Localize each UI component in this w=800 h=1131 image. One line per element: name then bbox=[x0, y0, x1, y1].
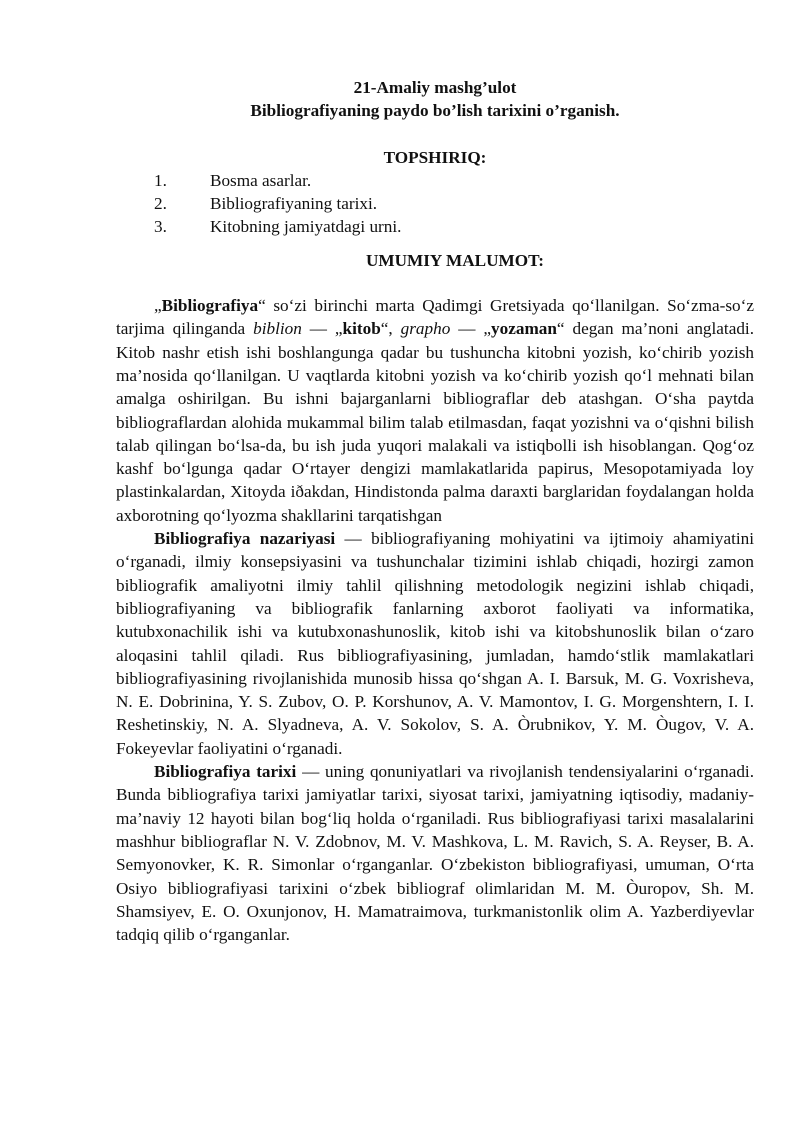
task-item bbox=[116, 192, 754, 215]
task-text: Kitobning jamiyatdagi urni. bbox=[210, 217, 402, 237]
task-text: Bosma asarlar. bbox=[210, 170, 312, 190]
paragraph-text: — bibliografiyaning mohiyatini va ijtimoiy ahamiyatini o‘rganadi, ilmiy konsepsiyasini va tushunchalar tizimini ishlab chiqadi, hozirgi zamon bibliografik amaliyotni ilmiy tahlil qilishning metodologik negizini ishlab chiqadi, bibliografiyaning va bibliografik fanlarning axborot faoliyati va informatika, kutubxonachilik ishi va kutubxonashunoslik, kitob ishi va kitobshunoslik bilan o‘zaro aloqasini tahlil qiladi. Rus bibliografiyasining, jumladan, hamdo‘stlik mamlakatlari bibliografiyasining rivojlanishida munosib hissa qo‘shgan A. I. Barsuk, M. G. Voxrisheva, N. E. Dobrinina, Y. S. Zubov, O. P. Korshunov, A. V. Mamontov, I. G. Morgenshtern, I. I. Reshetinskiy, N. A. Slyadneva, A. V. Sokolov, S. A. Òrubnikov, Y. M. Òugov, V. A. Fokeyevlar faoliyatini o‘rganadi. bbox=[116, 529, 754, 758]
tasks-heading: TOPSHIRIQ: bbox=[383, 147, 487, 167]
paragraph-bibliografiya bbox=[116, 294, 754, 527]
term-yozaman: yozaman bbox=[491, 319, 557, 339]
paragraph-text: — „ bbox=[450, 319, 492, 339]
term-nazariyasi: Bibliografiya nazariyasi bbox=[154, 529, 336, 549]
term-bibliografiya: Bibliografiya bbox=[161, 296, 259, 316]
task-number: 2. bbox=[154, 194, 167, 214]
paragraph-text: “ degan ma’noni anglatadi. Kitob nashr etish ishi boshlangunga qadar bu tushuncha kitobni yozish, ko‘chirib yozish ma’nosida qo‘llanilgan. U vaqtlarda kitobni yozish va ko‘chirib yozish qo‘l mehnati bilan amalga oshirilgan. Bu ishni bajarganlarni bibliograflar deb atashgan. O‘sha paytda bibliograflardan alohida mukammal bilim talab etilmasdan, faqat yozishni va o‘qishni bilish talab qilingan bo‘lsa-da, bu ish juda yuqori malakali va istiqbolli ish hisoblangan. Qog‘oz kashf bo‘lgunga qadar O‘rtayer dengizi mamlakatlarida papirus, Mesopotamiyada loy plastinkalardan, Xitoyda iðakdan, Hindistonda palma daraxti barglaridan foydalangan holda axborotning qo‘lyozma shakllarini tarqatishgan bbox=[116, 319, 754, 525]
paragraph-text: “, bbox=[380, 319, 401, 339]
document-title-line1: 21-Amaliy mashg’ulot bbox=[353, 78, 517, 97]
paragraph-text: — „ bbox=[301, 319, 343, 339]
word-grapho: grapho bbox=[400, 319, 451, 339]
paragraph-text: “ so‘zi birinchi marta Qadimgi Gretsiyada qo‘llanilgan. So‘zma-so‘z tarjima qilinganda bbox=[116, 296, 754, 339]
quote-open: „ bbox=[154, 296, 162, 316]
paragraph-tarixi bbox=[116, 760, 754, 946]
task-text: Bibliografiyaning tarixi. bbox=[210, 194, 378, 214]
word-biblion: biblion bbox=[253, 319, 302, 339]
task-item bbox=[116, 169, 754, 192]
task-number: 3. bbox=[154, 217, 167, 237]
task-number: 1. bbox=[154, 170, 167, 190]
term-kitob: kitob bbox=[342, 319, 381, 339]
document-title-line2: Bibliografiyaning paydo bo’lish tarixini o’rganish. bbox=[250, 101, 620, 121]
term-tarixi: Bibliografiya tarixi bbox=[154, 762, 297, 782]
tasks-list bbox=[116, 169, 754, 239]
paragraph-text: — uning qonuniyatlari va rivojlanish tendensiyalarini o‘rganadi. Bunda bibliografiya tarixi jamiyatlar tarixi, siyosat tarixi, jamiyatning iqtisodiy, madaniy-ma’naviy 12 hayoti bilan bog‘liq holda o‘rganiladi. Rus bibliografiyasi tarixi masalalarini mashhur bibliograflar N. V. Zdobnov, M. V. Mashkova, L. M. Ravich, S. A. Reyser, B. A. Semyonovker, K. R. Simonlar o‘rganganlar. O‘zbekiston bibliografiyasi, umuman, O‘rta Osiyo bibliografiyasi tarixini o‘zbek bibliograf olimlaridan M. M. Òuropov, Sh. M. Shamsiyev, E. O. Oxunjonov, H. Mamatraimova, turkmanistonlik olim A. Yazberdiyevlar tadqiq qilib o‘rganganlar. bbox=[116, 762, 754, 945]
paragraph-nazariyasi bbox=[116, 527, 754, 760]
info-heading: UMUMIY MALUMOT: bbox=[365, 250, 545, 270]
task-item bbox=[116, 215, 754, 238]
